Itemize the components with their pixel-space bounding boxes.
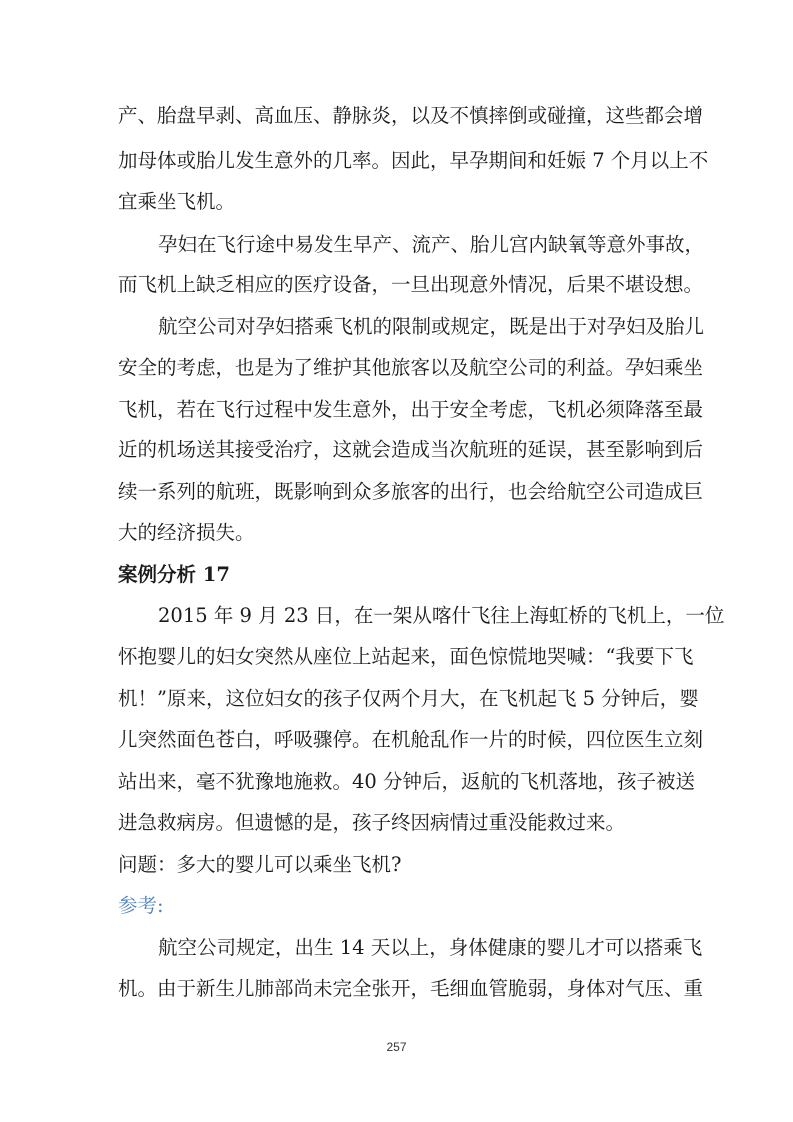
- text-line: 续一系列的航班，既影响到众多旅客的出行，也会给航空公司造成巨: [118, 480, 704, 503]
- text-line: 加母体或胎儿发生意外的几率。因此，早孕期间和妊娠 7 个月以上不: [118, 149, 709, 172]
- text-line: 机！”原来，这位妇女的孩子仅两个月大，在飞机起飞 5 分钟后，婴: [118, 687, 699, 710]
- text-line: 安全的考虑，也是为了维护其他旅客以及航空公司的利益。孕妇乘坐: [118, 356, 704, 379]
- text-line: 进急救病房。但遗憾的是，孩子终因病情过重没能救过来。: [118, 811, 626, 834]
- page-number: 257: [386, 1040, 407, 1054]
- text-line: 2015 年 9 月 23 日，在一架从喀什飞往上海虹桥的飞机上，一位: [158, 604, 725, 627]
- text-line: 怀抱婴儿的妇女突然从座位上站起来，面色惊慌地哭喊：“我要下飞: [118, 645, 694, 668]
- text-line: 近的机场送其接受治疗，这就会造成当次航班的延误，甚至影响到后: [118, 438, 704, 461]
- question-text: 问题：多大的婴儿可以乘坐飞机?: [118, 853, 402, 876]
- text-line: 飞机，若在飞行过程中发生意外，出于安全考虑，飞机必须降落至最: [118, 398, 704, 421]
- text-line: 航空公司规定，出生 14 天以上，身体健康的婴儿才可以搭乘飞: [158, 936, 703, 959]
- text-line: 宜乘坐飞机。: [118, 190, 236, 213]
- text-line: 产、胎盘早剥、高血压、静脉炎，以及不慎摔倒或碰撞，这些都会增: [118, 104, 704, 127]
- text-line: 孕妇在飞行途中易发生早产、流产、胎儿宫内缺氧等意外事故，: [158, 233, 705, 256]
- text-line: 航空公司对孕妇搭乘飞机的限制或规定，既是出于对孕妇及胎儿: [158, 315, 705, 338]
- case-heading: 案例分析 17: [118, 563, 230, 586]
- text-line: 站出来，毫不犹豫地施救。40 分钟后，返航的飞机落地，孩子被送: [118, 770, 696, 793]
- text-line: 机。由于新生儿肺部尚未完全张开，毛细血管脆弱，身体对气压、重: [118, 977, 704, 1000]
- reference-label: 参考:: [118, 894, 164, 917]
- text-line: 而飞机上缺乏相应的医疗设备，一旦出现意外情况，后果不堪设想。: [118, 273, 704, 296]
- text-line: 大的经济损失。: [118, 521, 255, 544]
- text-line: 儿突然面色苍白，呼吸骤停。在机舱乱作一片的时候，四位医生立刻: [118, 728, 704, 751]
